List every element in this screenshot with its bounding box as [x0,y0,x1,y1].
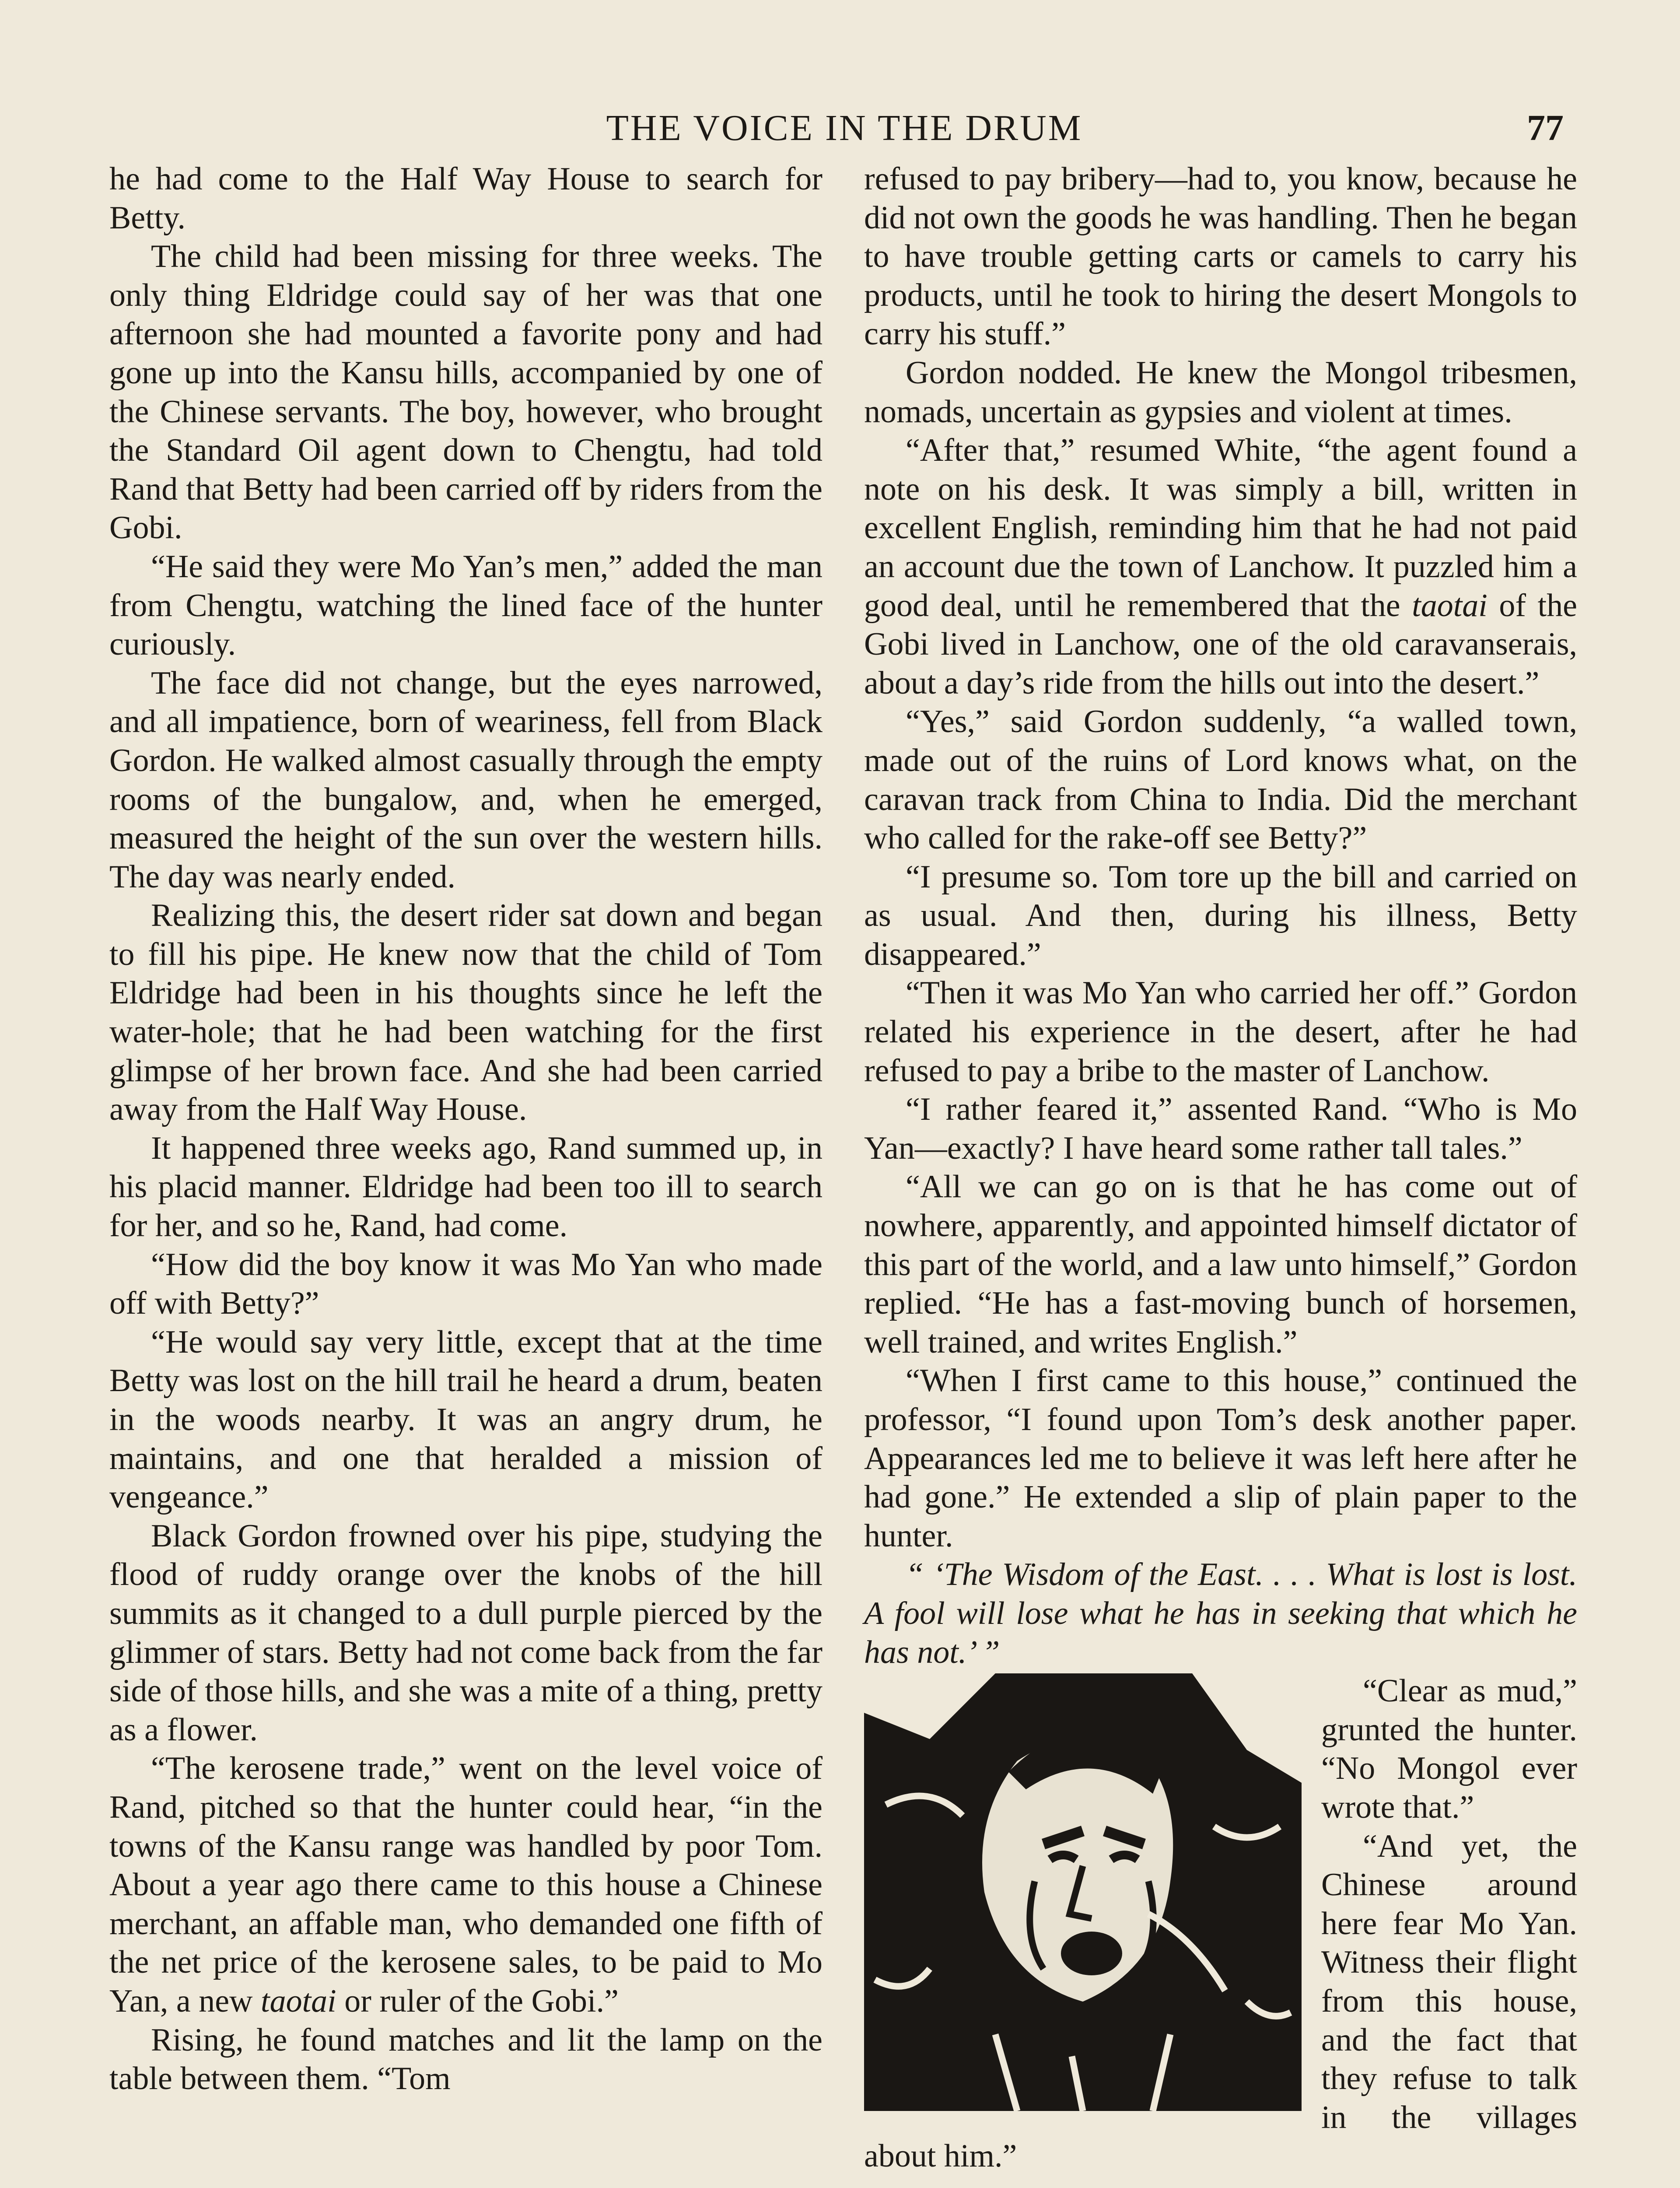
paragraph: “How did the boy know it was Mo Yan who made off with Betty?” [109,1246,822,1322]
page-number: 77 [1527,108,1564,148]
page-header [0,95,1680,161]
paragraph: “I rather feared it,” assented Rand. “Who is Mo Yan—exactly? I have heard some rather tall tales.” [864,1091,1577,1166]
paragraph: “All we can go on is that he has come out of nowhere, apparently, and appointed himself dictator of this part of the world, and a law unto himself,” Gordon replied. “He has a fast-moving bunch of horsemen, well trained, and writes English.” [864,1169,1577,1360]
paragraph: “And yet, the Chinese around here fear Mo Yan. Witness their flight from this house, and the fact that they refuse to talk in the villages about him.” [864,1828,1577,2174]
text-run: “The kerosene trade,” went on the level voice of Rand, pitched so that the hunter could hear, “in the towns of the Kansu range was handled by poor Tom. About a year ago there came to this house a Chinese merchant, an affable man, who demanded one fifth of the net price of the kerosene sales, to be paid to Mo Yan, a new [109,1750,822,2019]
left-column [109,160,822,2098]
woodcut-illustration [864,1673,1302,2111]
paragraph: Black Gordon frowned over his pipe, studying the flood of ruddy orange over the knobs of the hill summits as it changed to a dull purple pierced by the glimmer of stars. Betty had not come back from the far side of those hills, and she was a mite of a thing, pretty as a flower. [109,1518,822,1748]
paragraph: refused to pay bribery—had to, you know, because he did not own the goods he was handling. Then he began to have trouble getting carts or camels to carry his products, until he took to hiring the desert Mongols to carry his stuff.” [864,161,1577,352]
running-title: THE VOICE IN THE DRUM [606,108,1083,148]
paragraph: “Yes,” said Gordon suddenly, “a walled town, made out of the ruins of Lord knows what, on the caravan track from China to India. Did the merchant who called for the rake-off see Betty?” [864,704,1577,856]
paragraph [864,431,1577,702]
paragraph: “When I first came to this house,” continued the professor, “I found upon Tom’s desk another paper. Appearances led me to believe it was left here after he had gone.” He extended a slip of plain paper to the hunter. [864,1363,1577,1554]
paragraph: Rising, he found matches and lit the lamp on the table between them. “Tom [109,2022,822,2097]
paragraph: It happened three weeks ago, Rand summed up, in his placid manner. Eldridge had been too ill to search for her, and so he, Rand, had come. [109,1130,822,1244]
right-column [864,160,1577,2176]
italic-term: taotai [1412,587,1488,624]
italic-term: taotai [261,1983,336,2019]
paragraph: he had come to the Half Way House to search for Betty. [109,161,822,236]
paragraph: Realizing this, the desert rider sat down and began to fill his pipe. He knew now that the child of Tom Eldridge had been in his thoughts since he left the water-hole; that he had been watching for the first glimpse of her brown face. And she had been carried away from the Half Way House. [109,898,822,1128]
illustration-frame [864,1673,1302,2120]
paragraph: Gordon nodded. He knew the Mongol tribesmen, nomads, uncertain as gypsies and violent at times. [864,354,1577,430]
paragraph: The face did not change, but the eyes narrowed, and all impatience, born of weariness, fell from Black Gordon. He walked almost casually through the empty rooms of the bungalow, and, when he emerged, measured the height of the sun over the western hills. The day was nearly ended. [109,665,822,895]
paragraph: “He would say very little, except that at the time Betty was lost on the hill trail he heard a drum, beaten in the woods nearby. It was an angry drum, he maintains, and one that heralded a mission of vengeance.” [109,1324,822,1515]
paragraph: “I presume so. Tom tore up the bill and carried on as usual. And then, during his illness, Betty disappeared.” [864,859,1577,972]
paragraph: The child had been missing for three weeks. The only thing Eldridge could say of her was that one afternoon she had mounted a favorite pony and had gone up into the Kansu hills, accompanied by one of the Chinese servants. The boy, however, who brought the Standard Oil agent down to Chengtu, had told Rand that Betty had been carried off by riders from the Gobi. [109,238,822,546]
wisdom-quote: “ ‘The Wisdom of the East. . . . What is lost is lost. A fool will lose what he has in seeking that which he has not.’ ” [864,1557,1577,1670]
paragraph [109,1749,822,2020]
text-run: “After that,” resumed White, “the agent found a note on his desk. It was simply a bill, written in excellent English, reminding him that he had not paid an account due the town of Lanchow. It puzzled him a good deal, until he remembered that the [864,432,1577,624]
text-run: or ruler of the Gobi.” [336,1983,619,2019]
paragraph: “Clear as mud,” grunted the hunter. “No Mongol ever wrote that.” [1321,1673,1577,1825]
text-run: of the Gobi lived in Lanchow, one of the old caravanserais, about a day’s ride from the hills out into the desert.” [864,587,1577,701]
paragraph: “He said they were Mo Yan’s men,” added the man from Chengtu, watching the lined face of the hunter curiously. [109,548,822,663]
paragraph: “Then it was Mo Yan who carried her off.” Gordon related his experience in the desert, after he had refused to pay a bribe to the master of Lanchow. [864,975,1577,1089]
